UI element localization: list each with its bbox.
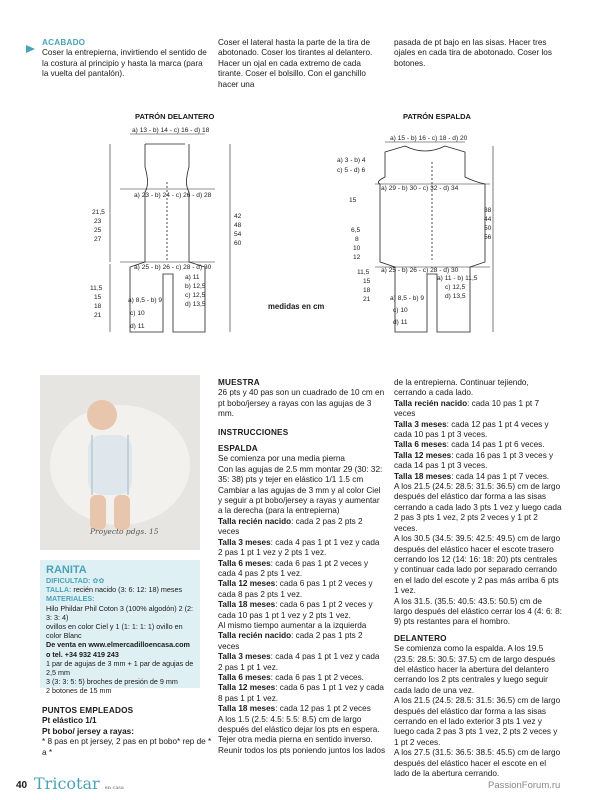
- front-leg-d: d) 11: [130, 323, 145, 330]
- watermark: PassionForum.ru: [488, 780, 561, 791]
- size-row: Talla 3 meses: cada 4 pas 1 pt 1 vez y cada 2 pas 1 pt 1 vez.: [218, 652, 380, 672]
- delantero-heading: DELANTERO: [394, 633, 447, 643]
- back-left-2: 8: [355, 236, 359, 243]
- col3-para-1: A los 21.5 (24.5: 28.5: 31.5: 36.5) cm de largo después del elástico dar forma a las sisas cerrando a cada lado 3 pts 1 vez y luego cada 2 pas 3 pts 1 vez, 2 pts 2 veces y 1 pt 2 veces.: [394, 482, 562, 533]
- ranita-title: RANITA: [46, 564, 87, 576]
- front-pattern-diagram: [90, 122, 280, 352]
- puntos-heading: PUNTOS EMPLEADOS: [42, 706, 134, 715]
- back-right-4: 56: [484, 234, 492, 241]
- back-left-7: 18: [363, 287, 371, 294]
- difficulty-label: DIFICULTAD:: [46, 576, 91, 585]
- instrucciones-heading: INSTRUCCIONES: [218, 427, 289, 437]
- back-left-8: 21: [363, 296, 371, 303]
- back-pattern-title: PATRÓN ESPALDA: [403, 112, 471, 121]
- front-left-2: 23: [94, 218, 102, 225]
- material-2: ovillos en color Ciel y 1 (1: 1: 1: 1) ovillo en color Blanc: [46, 622, 183, 641]
- back-right-3: 50: [484, 225, 492, 232]
- back-mid-dim: a) 29 - b) 30 - c) 32 - d) 34: [381, 185, 459, 192]
- muestra-heading: MUESTRA: [218, 378, 260, 387]
- size-row: Talla 6 meses: cada 14 pas 1 pt 6 veces.: [394, 440, 545, 450]
- puntos-line-1: Pt elástico 1/1: [42, 716, 97, 726]
- units-label: medidas en cm: [268, 302, 325, 311]
- front-left-6: 15: [94, 294, 102, 301]
- back-left-6: 15: [363, 278, 371, 285]
- photo-caption: Proyecto pdgs. 15: [90, 527, 159, 536]
- front-leg-c: c) 10: [130, 310, 145, 317]
- back-left-1: 6,5: [351, 227, 361, 234]
- back-top-dim: a) 15 - b) 16 - c) 18 - d) 20: [390, 135, 468, 142]
- espalda-heading: ESPALDA: [218, 444, 258, 454]
- baby-photo: [40, 375, 200, 550]
- front-left-7: 18: [94, 303, 102, 310]
- back-s-a: a) 3 - b) 4: [337, 157, 366, 164]
- material-6: 3 (3: 3: 5: 5) broches de presión de 9 mm: [46, 677, 178, 687]
- espalda-tail: A los 1.5 (2.5: 4.5: 5.5: 8.5) cm de largo después del elástico dejar los pts en espera. Tejer otra media pierna en sentido inverso. Reunir todos los pts poniendo juntos los lados: [218, 714, 386, 755]
- size-row: Talla recién nacido: cada 2 pas 1 pts 2 veces: [218, 631, 363, 651]
- front-right-2: 48: [234, 222, 242, 229]
- front-l-d: d) 13,5: [185, 301, 206, 308]
- instructions-col2: [218, 378, 386, 756]
- front-right-1: 42: [234, 213, 242, 220]
- front-right-3: 54: [234, 231, 242, 238]
- acabado-text-2: Coser el lateral hasta la parte de la tira de abotonado. Coser los tirantes al delantero. Hacer un ojal en cada extremo de cada tirante. Coser el bolsillo. Con el ganchillo hacer una: [218, 38, 373, 89]
- materials-label: MATERIALES:: [46, 594, 95, 604]
- front-l-c: c) 12,5: [185, 292, 206, 299]
- col3-para-2: A los 30.5 (34.5: 39.5: 42.5: 49.5) cm de largo después del elástico hacer el escote trasero cerrando los 12 (14: 16: 18: 20) pts centrales y continuar cada lado por separado cerrando en el lado del escote y 2 pas más arriba 6 pts 1 vez.: [394, 534, 561, 596]
- col3-intro: de la entrepierna. Continuar tejiendo, cerrando a cada lado.: [394, 378, 529, 398]
- size-row: Talla 3 meses: cada 12 pas 1 pt 4 veces y cada 10 pas 1 pt 3 veces.: [394, 419, 549, 440]
- delantero-para-2: A los 21.5 (24.5: 28.5: 31.5: 36.5) cm de largo después del elástico dar forma a las sisas cerrando en el lado exterior 3 pts 1 vez y luego cada 2 pas 3 pts 1 vez, 2 pts 2 veces y 1 pt 2 veces.: [394, 696, 561, 747]
- ranita-infobox: [40, 560, 200, 696]
- mirror-text: Al mismo tiempo aumentar a la izquierda: [218, 620, 367, 630]
- front-l-b: b) 12,5: [185, 283, 206, 290]
- front-right-4: 60: [234, 240, 242, 247]
- puntos-line-3: * 8 pas en pt jersey, 2 pas en pt bobo* rep de * a *: [42, 737, 212, 757]
- size-row: Talla 6 meses: cada 6 pas 1 pt 2 veces y cada 4 pas 2 pts 1 vez.: [218, 558, 369, 578]
- puntos-line-2: Pt bobo/ jersey a rayas:: [42, 726, 134, 736]
- muestra-text: 26 pts y 40 pas son un cuadrado de 10 cm en pt bobo/jersey a rayas con las agujas de 3 mm.: [218, 388, 385, 419]
- front-pattern-title: PATRÓN DELANTERO: [135, 112, 215, 121]
- size-row: Talla 12 meses: cada 6 pas 1 pt 2 veces y cada 8 pas 2 pts 1 vez.: [218, 579, 373, 599]
- front-low-dim: a) 25 - b) 26 - c) 28 - d) 30: [134, 264, 212, 271]
- front-left-3: 25: [94, 227, 102, 234]
- back-leg-c: c) 10: [393, 307, 408, 314]
- size-row: Talla 18 meses: cada 6 pas 1 pt 2 veces y cada 10 pas 1 pt 1 vez y 2 pts 1 vez.: [218, 600, 373, 620]
- size-row: Talla recién nacido: cada 2 pas 2 pts 2 veces: [218, 516, 363, 537]
- front-mid-dim: a) 23 - b) 24 - c) 26 - d) 28: [134, 192, 212, 199]
- acabado-text-3: pasada de pt bajo en las sisas. Hacer tres ojales en cada tira de abotonado. Coser los botones.: [394, 38, 552, 68]
- back-left-3: 10: [353, 245, 361, 252]
- acabado-col1: [42, 38, 207, 80]
- puntos-section: [42, 706, 212, 758]
- size-row: Talla recién nacido: cada 10 pas 1 pt 7 veces: [394, 398, 540, 419]
- size-row: Talla 12 meses: cada 16 pas 1 pt 3 veces y cada 14 pas 1 pt 3 veces.: [394, 450, 554, 471]
- page-number: 40: [16, 780, 28, 791]
- material-5: 1 par de agujas de 3 mm + 1 par de agujas de 2,5 mm: [46, 658, 194, 678]
- front-left-8: 21: [94, 312, 102, 319]
- front-left-1: 21,5: [92, 209, 105, 216]
- back-low-dim: a) 25 - b) 26 - c) 28 - d) 30: [381, 267, 459, 274]
- size-row: Talla 3 meses: cada 4 pas 1 pt 1 vez y cada 2 pas 1 pt 1 vez y 2 pts 1 vez.: [218, 537, 380, 558]
- back-s-c: c) 5 - d) 6: [337, 167, 366, 174]
- material-1: Hilo Phildar Phil Coton 3 (100% algodón) 2 (2: 3: 3: 4): [46, 603, 194, 622]
- back-left-4: 12: [353, 254, 361, 261]
- arrow-icon: [26, 40, 34, 48]
- acabado-heading: ACABADO: [42, 38, 86, 47]
- back-pattern-diagram: [335, 122, 505, 352]
- size-value: recién nacido (3: 6: 12: 18) meses: [73, 585, 183, 595]
- front-left-5: 11,5: [90, 285, 103, 292]
- back-right-2: 44: [484, 216, 492, 223]
- difficulty-icon: ✿✿: [92, 576, 105, 585]
- size-row: Talla 12 meses: cada 6 pas 1 pt 1 vez y cada 8 pas 1 pt 1 vez.: [218, 683, 384, 703]
- front-l-a: a) 11: [185, 274, 200, 281]
- front-top-dim: a) 13 - b) 14 - c) 16 - d) 18: [132, 127, 210, 134]
- material-4: o tel. +34 932 419 243: [46, 649, 119, 659]
- back-leg-a: a) 8,5 - b) 9: [390, 295, 425, 302]
- back-left-top: 15: [349, 197, 357, 204]
- size-row: Talla 18 meses: cada 12 pas 1 pt 2 veces: [218, 704, 371, 714]
- size-row: Talla 18 meses: cada 14 pas 1 pt 7 veces.: [394, 471, 550, 481]
- back-leg-d: d) 11: [393, 319, 408, 326]
- material-7: 2 botones de 15 mm: [46, 686, 112, 696]
- delantero-para-3: A los 27.5 (31.5: 36.5: 38.5: 45.5) cm de largo después del elástico hacer el escote en el lado de la abertura cerrando.: [394, 748, 561, 779]
- acabado-text-1: Coser la entrepierna, invirtiendo el sentido de la costura al principio y hasta la marca (para la vuelta del pantalón).: [42, 48, 207, 79]
- col3-para-3: A los 31.5. (35.5: 40.5: 43.5: 50.5) cm de largo después del elástico cerrar los 4 (4: 6: 8: 9) pts restantes para el hombro.: [394, 596, 562, 627]
- front-leg-a: a) 8,5 - b) 9: [128, 297, 163, 304]
- back-l-a: a) 11 - b) 11,5: [437, 275, 478, 282]
- espalda-line-3: Cambiar a las agujas de 3 mm y al color Ciel y seguir a pt bobo/jersey a rayas y aumentar a la derecha (para la entrepierna): [218, 485, 381, 516]
- instructions-col3: [394, 378, 562, 779]
- delantero-para-1: Se comienza como la espalda. A los 19.5 (23.5: 28.5: 30.5: 37.5) cm de largo después del elástico hacer la abertura del delantero cerrando los 2 pts centrales y luego seguir cada lado de una vez.: [394, 644, 556, 695]
- material-3: De venta en www.elmercadilloencasa.com: [46, 640, 190, 650]
- back-l-c: c) 12,5: [445, 284, 466, 291]
- back-right-1: 38: [484, 207, 492, 214]
- espalda-line-1: Se comienza por una media pierna: [218, 454, 345, 464]
- size-label: TALLA:: [46, 585, 72, 595]
- magazine-logo: Tricotar en casa: [34, 774, 124, 793]
- back-left-5: 11,5: [357, 269, 370, 276]
- front-left-4: 27: [94, 236, 102, 243]
- size-row: Talla 6 meses: cada 6 pas 1 pt 2 veces.: [218, 672, 364, 682]
- back-l-d: d) 13,5: [445, 293, 466, 300]
- espalda-line-2: Con las agujas de 2.5 mm montar 29 (30: 32: 35: 38) pts y tejer en elástico 1/1 1.5 cm: [218, 464, 383, 485]
